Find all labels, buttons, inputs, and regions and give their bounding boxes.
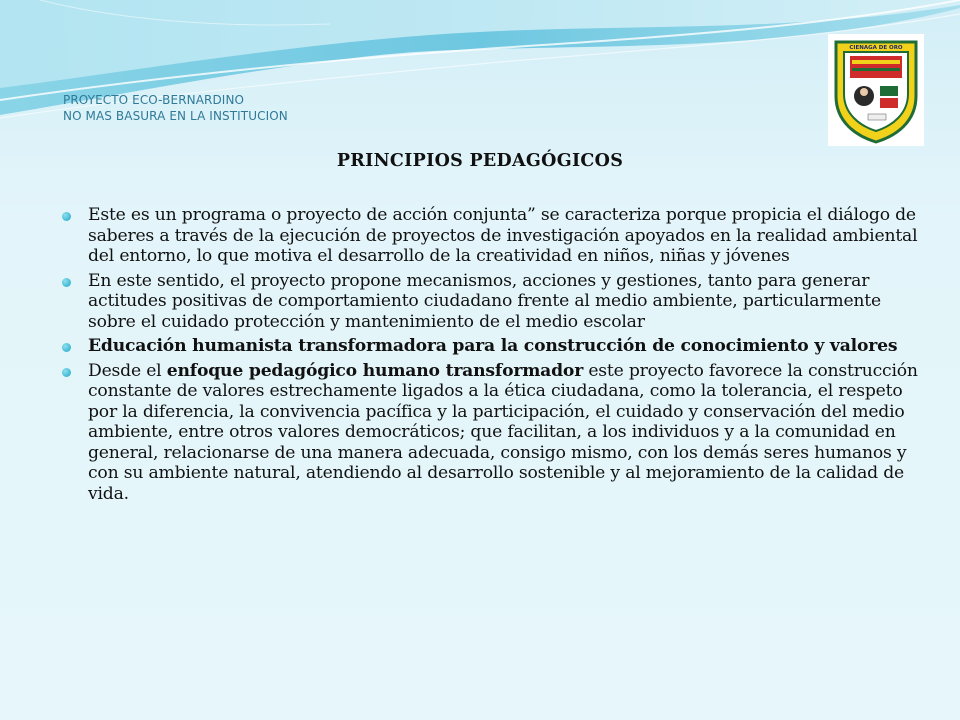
bullet-text-prefix: Desde el bbox=[88, 360, 167, 381]
bullet-dot-icon bbox=[62, 368, 71, 377]
bullet-text-suffix: este proyecto favorece la construcción constante de valores estrechamente ligados a la ética ciudadana, como la tolerancia, el respeto por la diferencia, la convivencia pacífica y la participación, el cuidado y conservación del medio ambiente, entre otros valores democráticos; que facilitan, a los individuos y a la comunidad en general, relacionarse de una manera adecuada, consigo mismo, con los demás seres humanos y con su ambiente natural, atendiendo al desarrollo sostenible y al mejoramiento de la calidad de vida. bbox=[88, 360, 918, 504]
logo-top-text: CIENAGA DE ORO bbox=[849, 45, 903, 51]
list-item bbox=[60, 271, 920, 333]
school-shield-logo bbox=[828, 34, 924, 146]
bullet-dot-icon bbox=[62, 278, 71, 287]
bullet-emphasis: enfoque pedagógico humano transformador bbox=[166, 360, 584, 381]
project-subtitle: NO MAS BASURA EN LA INSTITUCION bbox=[63, 109, 288, 123]
list-item bbox=[60, 361, 920, 505]
bullet-text: En este sentido, el proyecto propone mecanismos, acciones y gestiones, tanto para generar actitudes positivas de comportamiento ciudadano frente al medio ambiente, particularmente sobre el cuidado protección y mantenimiento de el medio escolar bbox=[88, 270, 881, 332]
bullet-list bbox=[60, 205, 920, 508]
page-title: PRINCIPIOS PEDAGÓGICOS bbox=[336, 151, 624, 171]
bullet-heading: Educación humanista transformadora para la construcción de conocimiento y valores bbox=[88, 336, 898, 356]
list-item bbox=[60, 205, 920, 267]
bullet-text: Este es un programa o proyecto de acción conjunta” se caracteriza porque propicia el diálogo de saberes a través de la ejecución de proyectos de investigación apoyados en la realidad ambiental del entorno, lo que motiva el desarrollo de la creatividad en niños, niñas y jóvenes bbox=[88, 205, 918, 266]
project-header bbox=[63, 92, 288, 124]
bullet-dot-icon bbox=[62, 212, 71, 221]
list-item bbox=[60, 336, 920, 357]
bullet-dot-icon bbox=[62, 343, 71, 352]
project-name: PROYECTO ECO-BERNARDINO bbox=[63, 93, 245, 107]
